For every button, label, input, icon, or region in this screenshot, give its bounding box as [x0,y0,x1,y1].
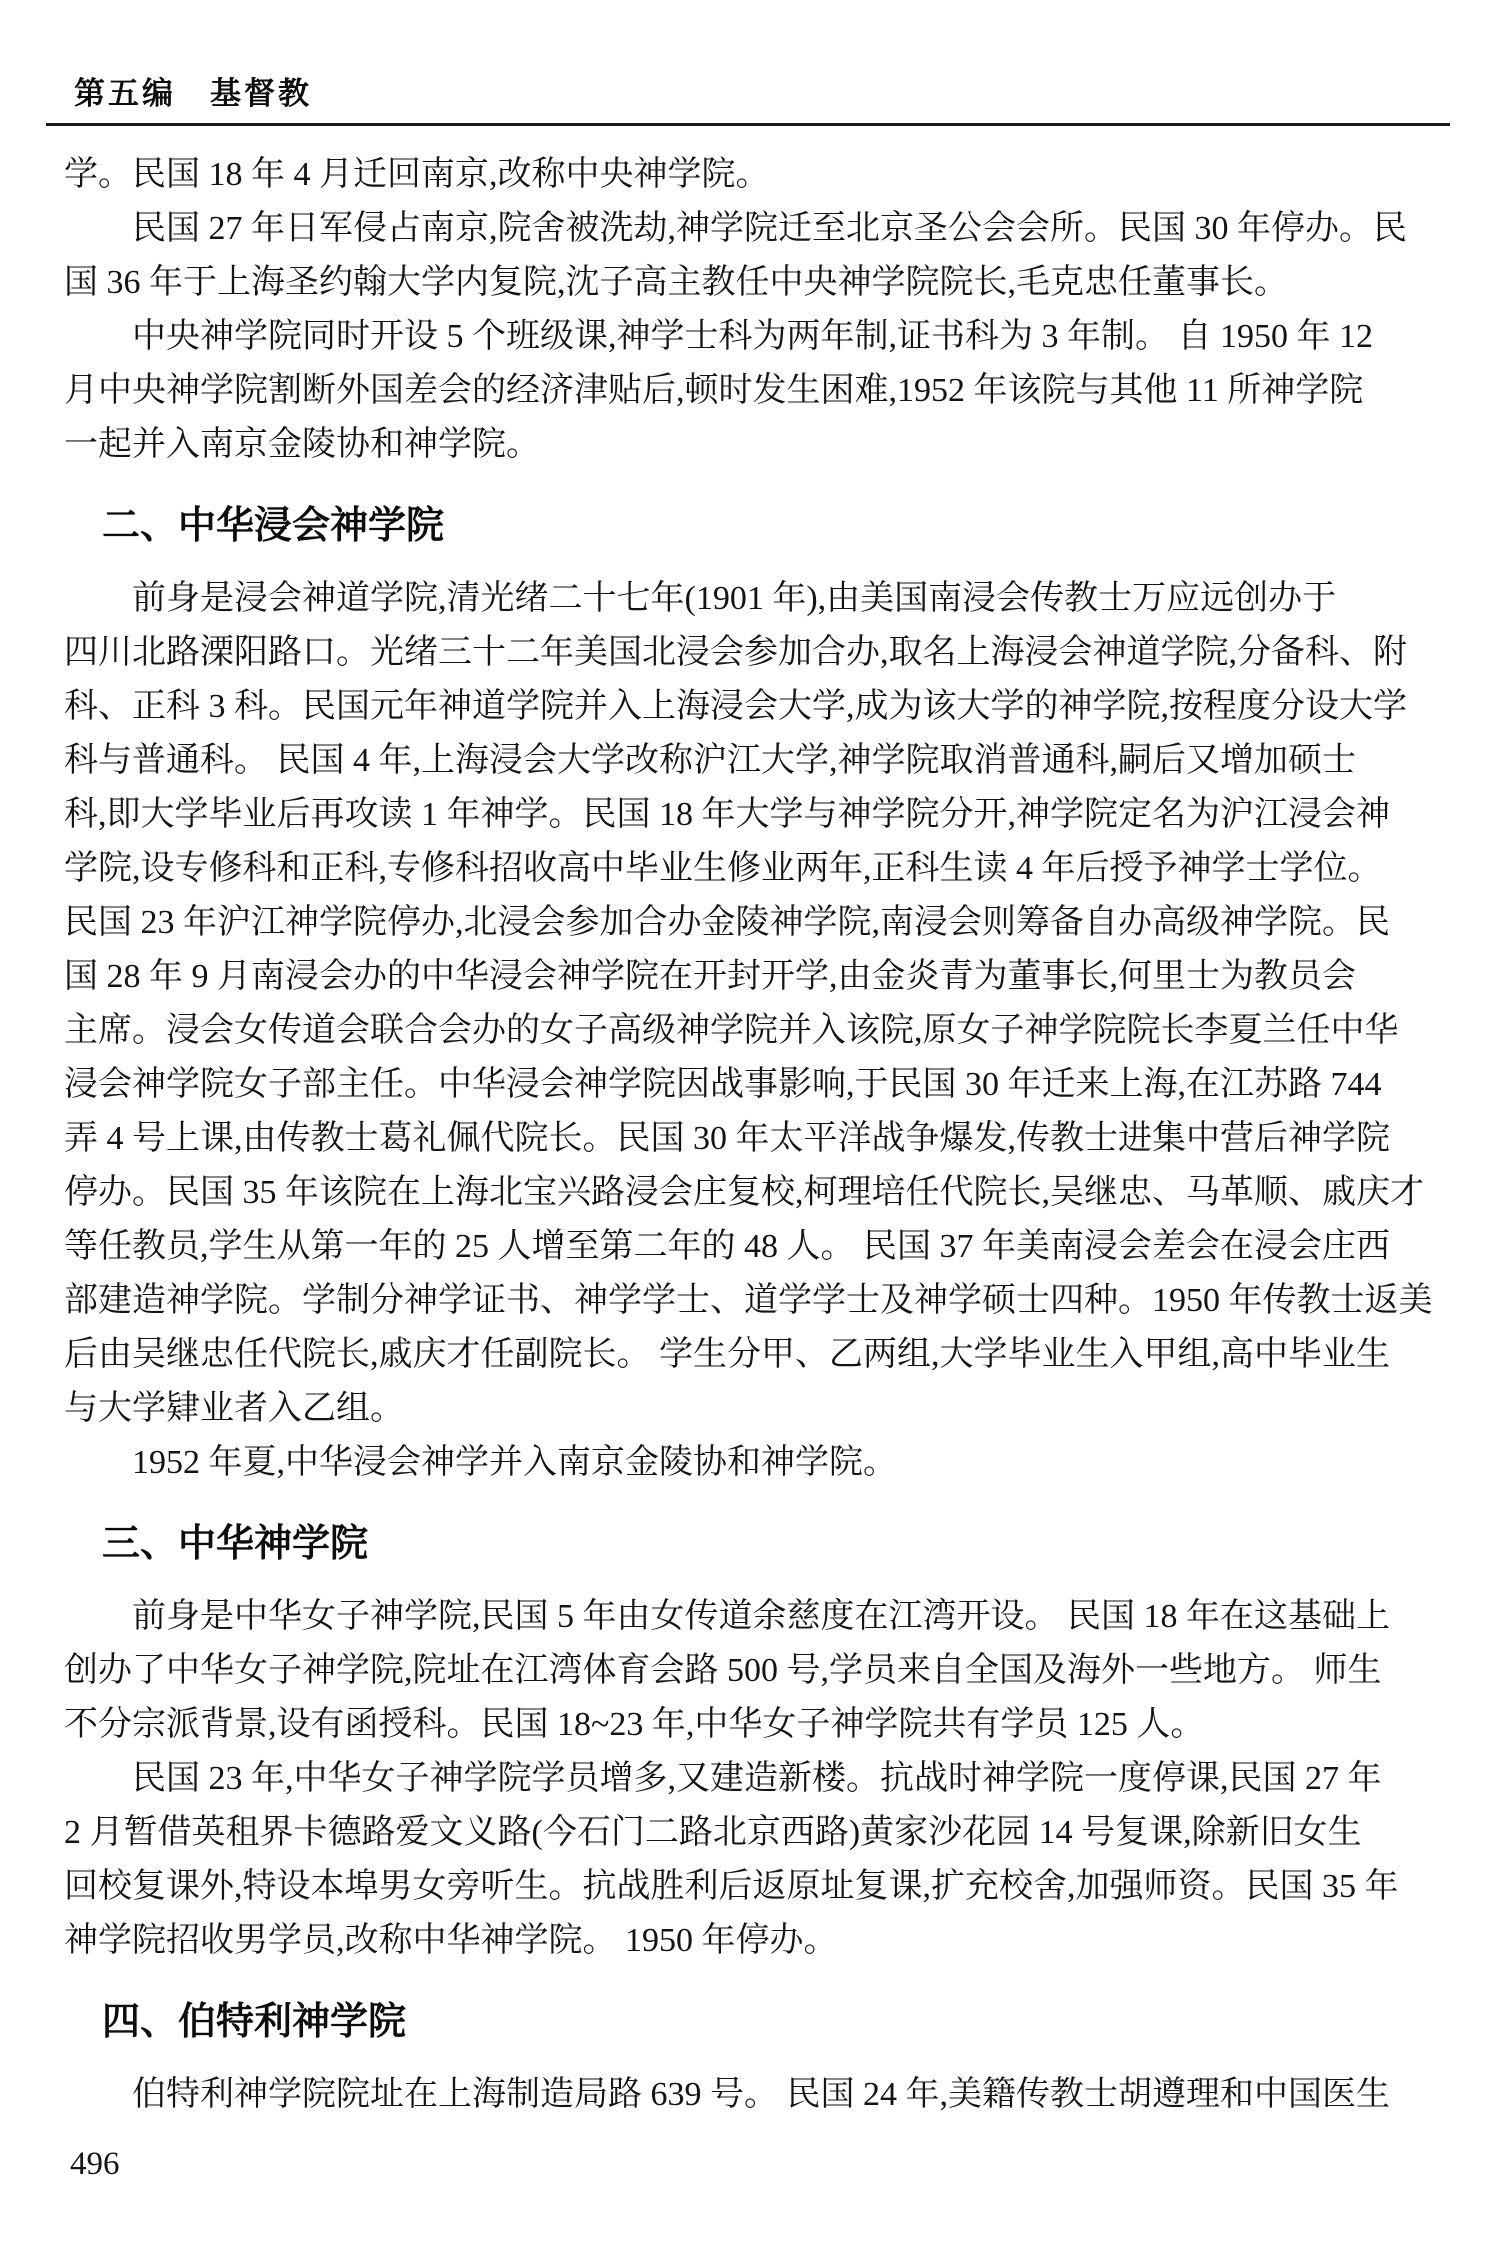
text-line: 国 36 年于上海圣约翰大学内复院,沈子高主教任中央神学院院长,毛克忠任董事长。 [64,264,1288,301]
header-rule [46,123,1450,126]
text-line: 创办了中华女子神学院,院址在江湾体育会路 500 号,学员来自全国及海外一些地方。 师生 [64,1652,1382,1689]
text-line: 等任教员,学生从第一年的 25 人增至第二年的 48 人。 民国 37 年美南浸会差会在浸会庄西 [64,1228,1390,1265]
text-line: 主席。浸会女传道会联合会办的女子高级神学院并入该院,原女子神学院院长李夏兰任中华 [64,1012,1399,1049]
text-line: 科与普通科。 民国 4 年,上海浸会大学改称沪江大学,神学院取消普通科,嗣后又增加硕士 [64,742,1356,779]
paragraph [64,310,1442,472]
text-line: 科、正科 3 科。民国元年神道学院并入上海浸会大学,成为该大学的神学院,按程度分设大学 [64,688,1407,725]
text-line: 科,即大学毕业后再攻读 1 年神学。民国 18 年大学与神学院分开,神学院定名为沪江浸会神 [64,796,1390,833]
text-line: 前身是浸会神道学院,清光绪二十七年(1901 年),由美国南浸会传教士万应远创办于 [64,580,1337,617]
paragraph [64,148,1442,202]
text-line: 与大学肄业者入乙组。 [64,1390,404,1427]
text-line: 不分宗派背景,设有函授科。民国 18~23 年,中华女子神学院共有学员 125 人。 [64,1706,1205,1743]
text-line: 学院,设专修科和正科,专修科招收高中毕业生修业两年,正科生读 4 年后授予神学士学位。 [64,850,1382,887]
page-body [64,148,1442,2122]
text-line: 伯特利神学院院址在上海制造局路 639 号。 民国 24 年,美籍传教士胡遵理和中国医生 [64,2076,1390,2113]
paragraph [64,1590,1442,1752]
text-line: 神学院招收男学员,改称中华神学院。 1950 年停办。 [64,1922,838,1959]
text-line: 四川北路溧阳路口。光绪三十二年美国北浸会参加合办,取名上海浸会神道学院,分备科、附 [64,634,1407,671]
text-line: 民国 23 年沪江神学院停办,北浸会参加合办金陵神学院,南浸会则筹备自办高级神学院。民 [64,904,1390,941]
paragraph [64,2068,1442,2122]
text-line: 学。民国 18 年 4 月迁回南京,改称中央神学院。 [64,156,770,193]
section-heading: 四、伯特利神学院 [102,2001,407,2043]
paragraph [64,572,1442,1436]
text-line: 月中央神学院割断外国差会的经济津贴后,顿时发生困难,1952 年该院与其他 11 所神学院 [64,372,1364,409]
text-line: 前身是中华女子神学院,民国 5 年由女传道余慈度在江湾开设。 民国 18 年在这基础上 [64,1598,1390,1635]
text-line: 浸会神学院女子部主任。中华浸会神学院因战事影响,于民国 30 年迁来上海,在江苏路 744 [64,1066,1382,1103]
paragraph [64,1752,1442,1968]
paragraph [64,202,1442,310]
text-line: 民国 27 年日军侵占南京,院舍被洗劫,神学院迁至北京圣公会会所。民国 30 年停办。民 [64,210,1407,247]
text-line: 中央神学院同时开设 5 个班级课,神学士科为两年制,证书科为 3 年制。 自 1950 年 12 [64,318,1373,355]
section-heading: 二、中华浸会神学院 [102,505,445,547]
page-number: 496 [70,2146,120,2182]
paragraph [64,1436,1442,1490]
text-line: 部建造神学院。学制分神学证书、神学学士、道学学士及神学硕士四种。1950 年传教士返美 [64,1282,1433,1319]
text-line: 一起并入南京金陵协和神学院。 [64,426,540,463]
text-line: 回校复课外,特设本埠男女旁听生。抗战胜利后返原址复课,扩充校舍,加强师资。民国 35 年 [64,1868,1399,1905]
running-header: 第五编 基督教 [74,76,312,111]
section-heading: 三、中华神学院 [102,1523,369,1565]
text-line: 国 28 年 9 月南浸会办的中华浸会神学院在开封开学,由金炎青为董事长,何里士为教员会 [64,958,1356,995]
text-line: 弄 4 号上课,由传教士葛礼佩代院长。民国 30 年太平洋战争爆发,传教士进集中营后神学院 [64,1120,1390,1157]
text-line: 民国 23 年,中华女子神学院学员增多,又建造新楼。抗战时神学院一度停课,民国 27 年 [64,1760,1382,1797]
text-line: 后由吴继忠任代院长,戚庆才任副院长。 学生分甲、乙两组,大学毕业生入甲组,高中毕业生 [64,1336,1390,1373]
text-line: 1952 年夏,中华浸会神学并入南京金陵协和神学院。 [64,1444,897,1481]
text-line: 2 月暂借英租界卡德路爱文义路(今石门二路北京西路)黄家沙花园 14 号复课,除新旧女生 [64,1814,1362,1851]
text-line: 停办。民国 35 年该院在上海北宝兴路浸会庄复校,柯理培任代院长,吴继忠、马革顺、戚庆才 [64,1174,1424,1211]
